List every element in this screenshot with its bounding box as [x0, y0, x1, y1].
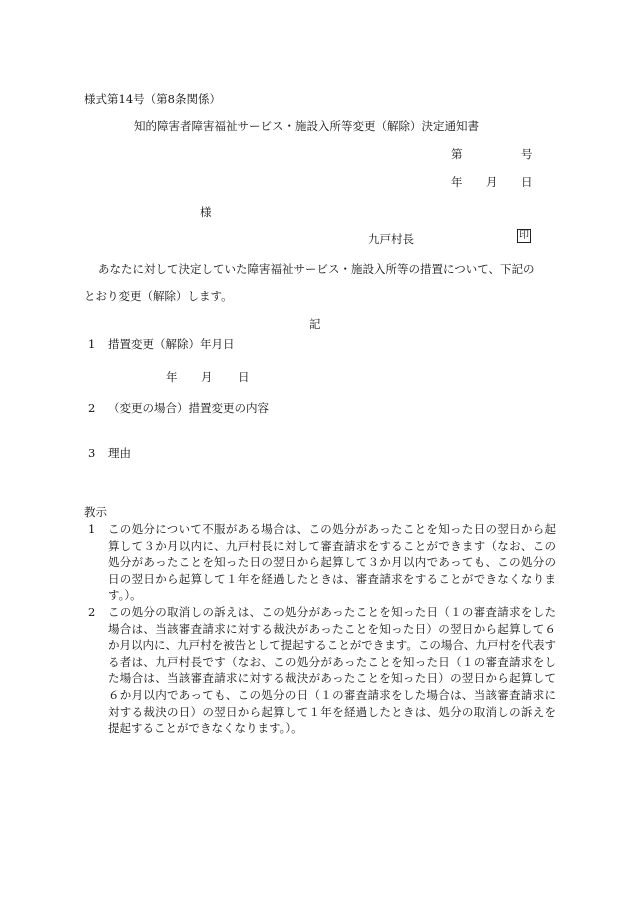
item-1-label: 措置変更（解除）年月日	[108, 337, 235, 351]
kyoji-point-2	[86, 604, 556, 737]
kyoji-point-1-text: この処分について不服がある場合は、この処分があったことを知った日の翌日から起算して３か月以内に、九戸村長に対して審査請求をすることができます（なお、この処分があったことを知った日の翌日から起算して３か月以内であっても、この処分の日の翌日から起算して１年を経過したときは、審査請求をすることができなくなります。）。	[108, 522, 556, 603]
date-month: 月	[486, 175, 498, 189]
item-3-number: 3	[88, 446, 96, 460]
document-title: 知的障害者障害福祉サービス・施設入所等変更（解除）決定通知書	[134, 119, 479, 133]
kyoji-heading: 教示	[84, 505, 107, 519]
kyoji-point-1	[86, 521, 556, 604]
kyoji-point-1-number: 1	[88, 522, 96, 536]
item-2-number: 2	[88, 401, 96, 415]
addressee-sama: 様	[200, 205, 212, 219]
form-number: 様式第14号（第8条関係）	[84, 92, 221, 106]
date-year: 年	[451, 175, 463, 189]
item-1-month: 月	[201, 370, 213, 384]
kyoji-list	[86, 521, 556, 737]
seal-char: 印	[519, 230, 529, 241]
kyoji-point-2-text: この処分の取消しの訴えは、この処分があったことを知った日（１の審査請求をした場合は、当該審査請求に対する裁決があったことを知った日）の翌日から起算して６か月以内に、九戸村を被告として提起することができます。この場合、九戸村を代表する者は、九戸村長です（なお、この処分があったことを知った日（１の審査請求をした場合は、当該審査請求に対する裁決があったことを知った日）の翌日から起算して６か月以内であっても、この処分の日（１の審査請求をした場合は、当該審査請求に対する裁決の日）の翌日から起算して１年を経過したときは、処分の取消しの訴えを提起することができなくなります。）。	[108, 604, 556, 736]
item-1-day: 日	[238, 370, 250, 384]
item-2-label: （変更の場合）措置変更の内容	[108, 401, 269, 415]
number-dai: 第	[451, 147, 463, 161]
body-text-line-1: あなたに対して決定していた障害福祉サービス・施設入所等の措置について、下記の	[98, 262, 535, 276]
kyoji-point-2-number: 2	[88, 604, 96, 619]
issuer-name: 九戸村長	[368, 232, 414, 246]
body-text-line-2: とおり変更（解除）します。	[84, 289, 233, 303]
number-go: 号	[521, 147, 533, 161]
item-3-label: 理由	[108, 446, 131, 460]
item-1-number: 1	[88, 337, 96, 351]
ki-heading: 記	[309, 317, 321, 331]
date-day: 日	[521, 175, 533, 189]
item-1-year: 年	[166, 370, 178, 384]
seal-stamp	[517, 229, 531, 243]
